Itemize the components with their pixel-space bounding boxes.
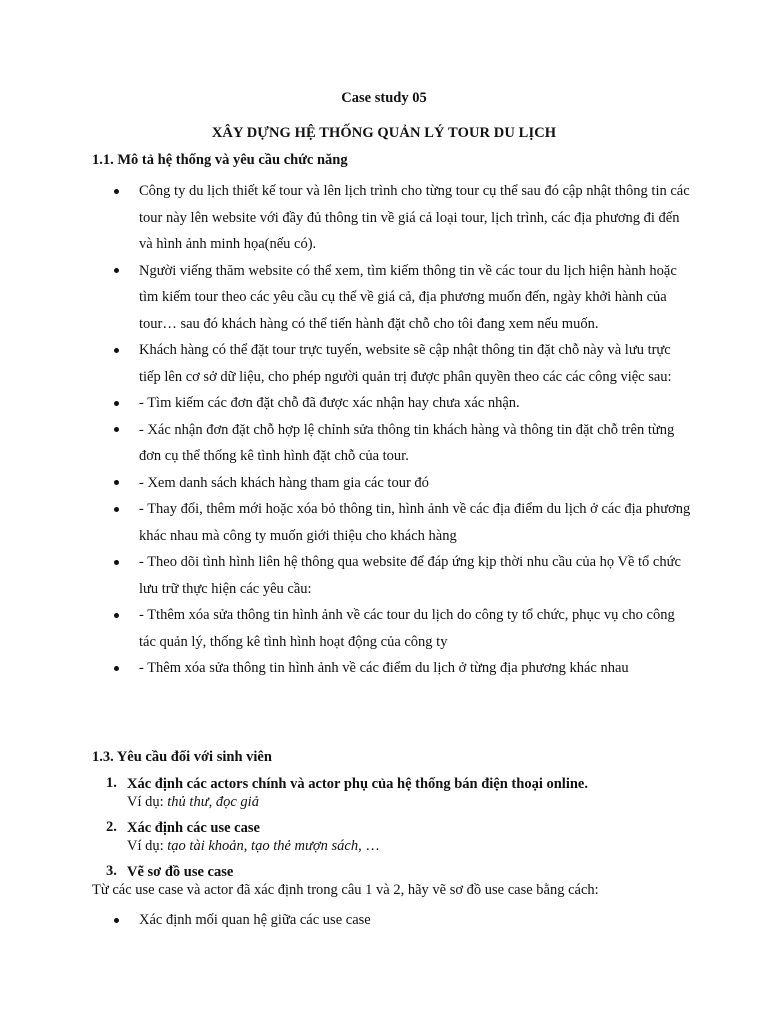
document-heading: XÂY DỰNG HỆ THỐNG QUẢN LÝ TOUR DU LỊCH <box>211 125 557 141</box>
list-item: - Thêm xóa sửa thông tin hình ảnh về các điểm du lịch ở từng địa phương khác nhau <box>92 655 692 682</box>
bullet-icon <box>114 268 119 273</box>
task-item-3 <box>92 863 692 899</box>
task-description: Từ các use case và actor đã xác định trong câu 1 và 2, hãy vẽ sơ đồ use case bằng cách: <box>92 882 599 898</box>
bullet-icon <box>114 189 119 194</box>
list-item: Xác định mối quan hệ giữa các use case <box>92 909 692 931</box>
bullet-icon <box>114 560 119 565</box>
task-title: Xác định các use case <box>127 820 260 836</box>
section-heading-1-1: 1.1. Mô tả hệ thống và yêu cầu chức năng <box>92 152 348 168</box>
task-title: Vẽ sơ đồ use case <box>127 864 234 880</box>
bullet-icon <box>114 507 119 512</box>
list-item: Khách hàng có thể đặt tour trực tuyến, website sẽ cập nhật thông tin đặt chỗ này và lưu trực tiếp lên cơ sở dữ liệu, cho phép người quản trị được phân quyền theo các các công việc sau: <box>92 337 692 390</box>
list-item: - Xác nhận đơn đặt chỗ hợp lệ chỉnh sửa thông tin khách hàng và thông tin đặt chỗ trên từng đơn cụ thể thống kê tình hình đặt chỗ của tour. <box>92 417 692 470</box>
list-item: - Tìm kiếm các đơn đặt chỗ đã được xác nhận hay chưa xác nhận. <box>92 390 692 417</box>
bullet-icon <box>114 918 119 923</box>
document-title: Case study 05 <box>341 90 427 106</box>
task-example: Ví dụ: tạo tài khoản, tạo thẻ mượn sách, … <box>127 838 380 854</box>
bullet-icon <box>114 666 119 671</box>
list-item: - Tthêm xóa sửa thông tin hình ảnh về các tour du lịch do công ty tổ chức, phục vụ cho công tác quản lý, thống kê tình hình hoạt động của công ty <box>92 602 692 655</box>
item-number: 2. <box>106 819 117 835</box>
list-item: - Xem danh sách khách hàng tham gia các tour đó <box>92 470 692 497</box>
use-case-steps-list <box>92 909 692 931</box>
student-tasks-list <box>92 775 692 907</box>
section-heading-1-3: 1.3. Yêu cầu đối với sinh viên <box>92 749 272 765</box>
task-title: Xác định các actors chính và actor phụ của hệ thống bán điện thoại online. <box>127 776 588 792</box>
list-item: - Thay đổi, thêm mới hoặc xóa bỏ thông tin, hình ảnh về các địa điểm du lịch ở các địa phương khác nhau mà công ty muốn giới thiệu cho khách hàng <box>92 496 692 549</box>
task-item-2 <box>92 819 692 855</box>
bullet-icon <box>114 401 119 406</box>
list-item: Người viếng thăm website có thể xem, tìm kiếm thông tin về các tour du lịch hiện hành hoặc tìm kiếm tour theo các yêu cầu cụ thể về giá cả, địa phương muốn đến, ngày khởi hành của tour… sau đó khách hàng có thể tiến hành đặt chỗ cho tôi đang xem nếu muốn. <box>92 258 692 338</box>
list-item: Công ty du lịch thiết kế tour và lên lịch trình cho từng tour cụ thể sau đó cập nhật thông tin các tour này lên website với đầy đủ thông tin về giá cả loại tour, lịch trình, các địa phương đi đến và hình ảnh minh họa(nếu có). <box>92 178 692 258</box>
item-number: 3. <box>106 863 117 879</box>
bullet-icon <box>114 613 119 618</box>
item-number: 1. <box>106 775 117 791</box>
task-item-1 <box>92 775 692 811</box>
task-example: Ví dụ: thủ thư, đọc giả <box>127 794 259 810</box>
list-item: - Theo dõi tình hình liên hệ thông qua website để đáp ứng kịp thời nhu cầu của họ Về tổ chức lưu trữ thực hiện các yêu cầu: <box>92 549 692 602</box>
bullet-icon <box>114 480 119 485</box>
requirements-list <box>92 178 692 682</box>
bullet-icon <box>114 427 119 432</box>
bullet-icon <box>114 348 119 353</box>
